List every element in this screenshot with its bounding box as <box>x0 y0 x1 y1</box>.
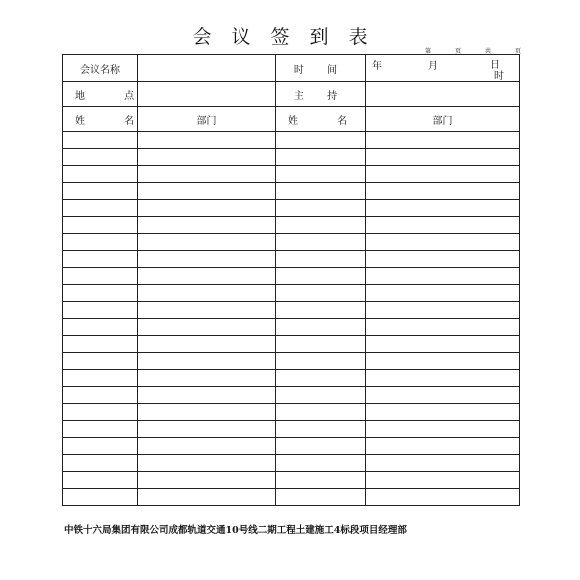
name-cell[interactable] <box>276 234 366 251</box>
location-label: 地 点 <box>63 82 138 107</box>
date-month: 月 <box>428 61 438 72</box>
department-cell[interactable] <box>138 353 276 370</box>
name-cell[interactable] <box>63 251 138 268</box>
signature-row <box>63 489 520 506</box>
signature-row <box>63 438 520 455</box>
time-label: 时 间 <box>276 55 366 82</box>
department-cell[interactable] <box>366 132 520 149</box>
department-cell[interactable] <box>366 455 520 472</box>
signature-row <box>63 472 520 489</box>
column-header-dept-1: 部门 <box>138 107 276 132</box>
name-cell[interactable] <box>63 353 138 370</box>
name-cell[interactable] <box>276 132 366 149</box>
department-cell[interactable] <box>138 285 276 302</box>
name-cell[interactable] <box>276 438 366 455</box>
department-cell[interactable] <box>366 336 520 353</box>
name-cell[interactable] <box>276 200 366 217</box>
department-cell[interactable] <box>138 489 276 506</box>
department-cell[interactable] <box>366 489 520 506</box>
department-cell[interactable] <box>138 455 276 472</box>
name-cell[interactable] <box>276 268 366 285</box>
name-cell[interactable] <box>276 353 366 370</box>
name-cell[interactable] <box>276 472 366 489</box>
department-cell[interactable] <box>138 370 276 387</box>
name-cell[interactable] <box>63 489 138 506</box>
name-cell[interactable] <box>276 455 366 472</box>
signature-row <box>63 404 520 421</box>
department-cell[interactable] <box>366 166 520 183</box>
department-cell[interactable] <box>138 268 276 285</box>
signature-row <box>63 132 520 149</box>
name-cell[interactable] <box>276 302 366 319</box>
name-cell[interactable] <box>276 404 366 421</box>
department-cell[interactable] <box>366 285 520 302</box>
name-cell[interactable] <box>63 302 138 319</box>
department-cell[interactable] <box>138 234 276 251</box>
name-cell[interactable] <box>276 421 366 438</box>
meeting-name-label: 会议名称 <box>63 55 138 82</box>
name-cell[interactable] <box>276 217 366 234</box>
department-cell[interactable] <box>138 183 276 200</box>
department-cell[interactable] <box>138 302 276 319</box>
signature-row <box>63 302 520 319</box>
department-cell[interactable] <box>138 387 276 404</box>
department-cell[interactable] <box>366 387 520 404</box>
signature-row <box>63 353 520 370</box>
name-cell[interactable] <box>63 421 138 438</box>
department-cell[interactable] <box>138 438 276 455</box>
name-cell[interactable] <box>276 336 366 353</box>
signature-row <box>63 370 520 387</box>
department-cell[interactable] <box>366 149 520 166</box>
department-cell[interactable] <box>366 268 520 285</box>
host-label: 主 持 <box>276 82 366 107</box>
page-note-ye: 页 <box>454 48 461 55</box>
column-header-row <box>63 107 520 132</box>
department-cell[interactable] <box>366 200 520 217</box>
department-cell[interactable] <box>138 166 276 183</box>
signature-row <box>63 421 520 438</box>
name-cell[interactable] <box>276 489 366 506</box>
name-cell[interactable] <box>63 370 138 387</box>
name-cell[interactable] <box>276 183 366 200</box>
department-cell[interactable] <box>138 319 276 336</box>
name-cell[interactable] <box>276 251 366 268</box>
name-cell[interactable] <box>63 319 138 336</box>
department-cell[interactable] <box>366 438 520 455</box>
column-header-name-2: 姓 名 <box>276 107 366 132</box>
name-cell[interactable] <box>63 234 138 251</box>
name-cell[interactable] <box>63 404 138 421</box>
signature-row <box>63 387 520 404</box>
signature-row <box>63 149 520 166</box>
department-cell[interactable] <box>138 421 276 438</box>
department-cell[interactable] <box>366 472 520 489</box>
form-title: 会议签到表 <box>192 26 388 48</box>
department-cell[interactable] <box>366 234 520 251</box>
name-cell[interactable] <box>63 387 138 404</box>
signature-row <box>63 166 520 183</box>
department-cell[interactable] <box>138 251 276 268</box>
department-cell[interactable] <box>366 421 520 438</box>
page-note-gong: 共 <box>484 48 491 55</box>
signature-row <box>63 217 520 234</box>
date-day: 日 <box>490 60 500 71</box>
signature-row <box>63 251 520 268</box>
name-cell[interactable] <box>63 336 138 353</box>
department-cell[interactable] <box>138 149 276 166</box>
name-cell[interactable] <box>63 217 138 234</box>
department-cell[interactable] <box>366 217 520 234</box>
footer-organization: 中铁十六局集团有限公司成都轨道交通10号线二期工程土建施工4标段项目经理部 <box>64 525 407 536</box>
department-cell[interactable] <box>138 472 276 489</box>
name-cell[interactable] <box>63 149 138 166</box>
name-cell[interactable] <box>63 132 138 149</box>
page-note-di: 第 <box>425 48 432 55</box>
department-cell[interactable] <box>138 217 276 234</box>
page-note-ye-total: 页 <box>514 48 521 55</box>
meeting-name-field[interactable] <box>138 55 276 82</box>
host-field[interactable] <box>366 82 520 107</box>
signature-row <box>63 319 520 336</box>
department-cell[interactable] <box>366 302 520 319</box>
signature-row <box>63 285 520 302</box>
signature-row <box>63 455 520 472</box>
signature-row <box>63 336 520 353</box>
signature-row <box>63 268 520 285</box>
signature-row <box>63 200 520 217</box>
meeting-info-row <box>63 55 520 82</box>
department-cell[interactable] <box>138 200 276 217</box>
name-cell[interactable] <box>276 166 366 183</box>
name-cell[interactable] <box>63 268 138 285</box>
date-hour: 时 <box>494 71 504 82</box>
name-cell[interactable] <box>276 285 366 302</box>
name-cell[interactable] <box>63 285 138 302</box>
department-cell[interactable] <box>366 183 520 200</box>
name-cell[interactable] <box>276 387 366 404</box>
name-cell[interactable] <box>63 472 138 489</box>
date-field[interactable] <box>366 55 520 82</box>
location-field[interactable] <box>138 82 276 107</box>
name-cell[interactable] <box>63 455 138 472</box>
department-cell[interactable] <box>138 132 276 149</box>
date-year: 年 <box>372 61 382 72</box>
name-cell[interactable] <box>63 183 138 200</box>
signature-row <box>63 183 520 200</box>
location-row <box>63 82 520 107</box>
department-cell[interactable] <box>366 251 520 268</box>
column-header-name-1: 姓 名 <box>63 107 138 132</box>
department-cell[interactable] <box>366 404 520 421</box>
department-cell[interactable] <box>366 319 520 336</box>
department-cell[interactable] <box>138 336 276 353</box>
name-cell[interactable] <box>276 319 366 336</box>
name-cell[interactable] <box>276 149 366 166</box>
signature-row <box>63 234 520 251</box>
name-cell[interactable] <box>63 166 138 183</box>
name-cell[interactable] <box>63 200 138 217</box>
department-cell[interactable] <box>138 404 276 421</box>
department-cell[interactable] <box>366 353 520 370</box>
department-cell[interactable] <box>366 370 520 387</box>
sign-in-table <box>62 54 520 506</box>
name-cell[interactable] <box>63 438 138 455</box>
name-cell[interactable] <box>276 370 366 387</box>
column-header-dept-2: 部门 <box>366 107 520 132</box>
